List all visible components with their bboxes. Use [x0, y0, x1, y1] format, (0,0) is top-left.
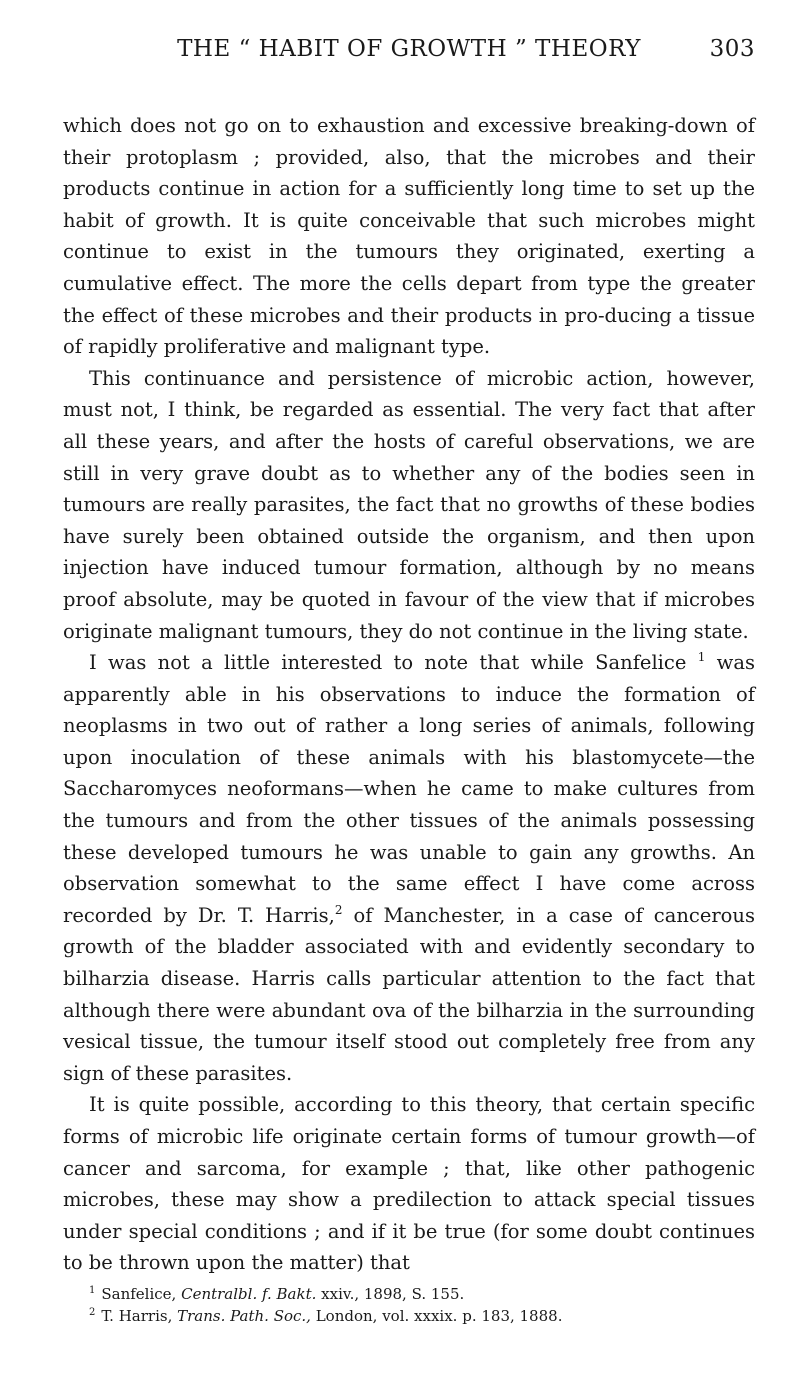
running-head [63, 36, 755, 76]
footnote-author: T. Harris, [101, 1306, 178, 1325]
paragraph-1: which does not go on to exhaustion and excessive breaking-down of their protoplasm ; provided, also, that the microbes and their products continue in action for a sufficiently long time to set up the habit of growth. It is quite conceivable that such microbes might continue to exist in the tumours they originated, exerting a cumulative effect. The more the cells depart from type the greater the effect of these microbes and their products in pro-ducing a tissue of rapidly proliferative and malignant type. [63, 114, 755, 359]
footnote-ref-2: 2 [334, 902, 343, 917]
footnote-mark: 2 [89, 1306, 96, 1318]
footnote-author: Sanfelice, [101, 1284, 182, 1303]
footnote-citation: xxiv., 1898, S. 155. [316, 1284, 465, 1303]
footnote-ref-1: 1 [697, 650, 706, 665]
footnote-journal: Trans. Path. Soc., [177, 1306, 311, 1325]
footnotes [63, 1283, 755, 1327]
footnote-mark: 1 [89, 1284, 96, 1296]
footnote-2 [63, 1305, 755, 1327]
footnote-citation: London, vol. xxxix. p. 183, 1888. [310, 1306, 563, 1325]
body-text [63, 110, 755, 1279]
paragraph-3-part-2: was apparently able in his observations to induce the formation of neoplasms in two out of rather a long series of animals, following upon inoculation of these animals with his blastomycete—the Saccharomyces neoformans—when he came to make cultures from the tumours and from the other tissues of the animals possessing these developed tumours he was unable to gain any growths. An observation somewhat to the same effect I have come across recorded by Dr. T. Harris, [63, 651, 755, 927]
paragraph-2: This continuance and persistence of microbic action, however, must not, I think, be regarded as essential. The very fact that after all these years, and after the hosts of careful observations, we are still in very grave doubt as to whether any of the bodies seen in tumours are really parasites, the fact that no growths of these bodies have surely been obtained outside the organism, and then upon injection have induced tumour formation, although by no means proof absolute, may be quoted in favour of the view that if microbes originate malignant tumours, they do not continue in the living state. [63, 366, 755, 643]
running-title: THE “ HABIT OF GROWTH ” THEORY [177, 36, 641, 62]
footnote-journal: Centralbl. f. Bakt. [181, 1284, 317, 1303]
page-number: 303 [709, 36, 755, 62]
paragraph-3-part-3: of Manchester, in a case of cancerous growth of the bladder associated with and evidently secondary to bilharzia disease. Harris calls particular attention to the fact that although there were abundant ova of the bilharzia in the surrounding vesical tissue, the tumour itself stood out completely free from any sign of these parasites. [63, 903, 755, 1085]
footnote-1 [63, 1283, 755, 1305]
paragraph-3-part-1: I was not a little interested to note that while Sanfelice [89, 651, 698, 675]
paragraph-4: It is quite possible, according to this theory, that certain specific forms of microbic life originate certain forms of tumour growth—of cancer and sarcoma, for example ; that, like other pathogenic microbes, these may show a predilection to attack special tissues under special conditions ; and if it be true (for some doubt continues to be thrown upon the matter) that [63, 1093, 755, 1275]
book-page [63, 36, 755, 1327]
paragraph-3 [63, 647, 755, 1089]
